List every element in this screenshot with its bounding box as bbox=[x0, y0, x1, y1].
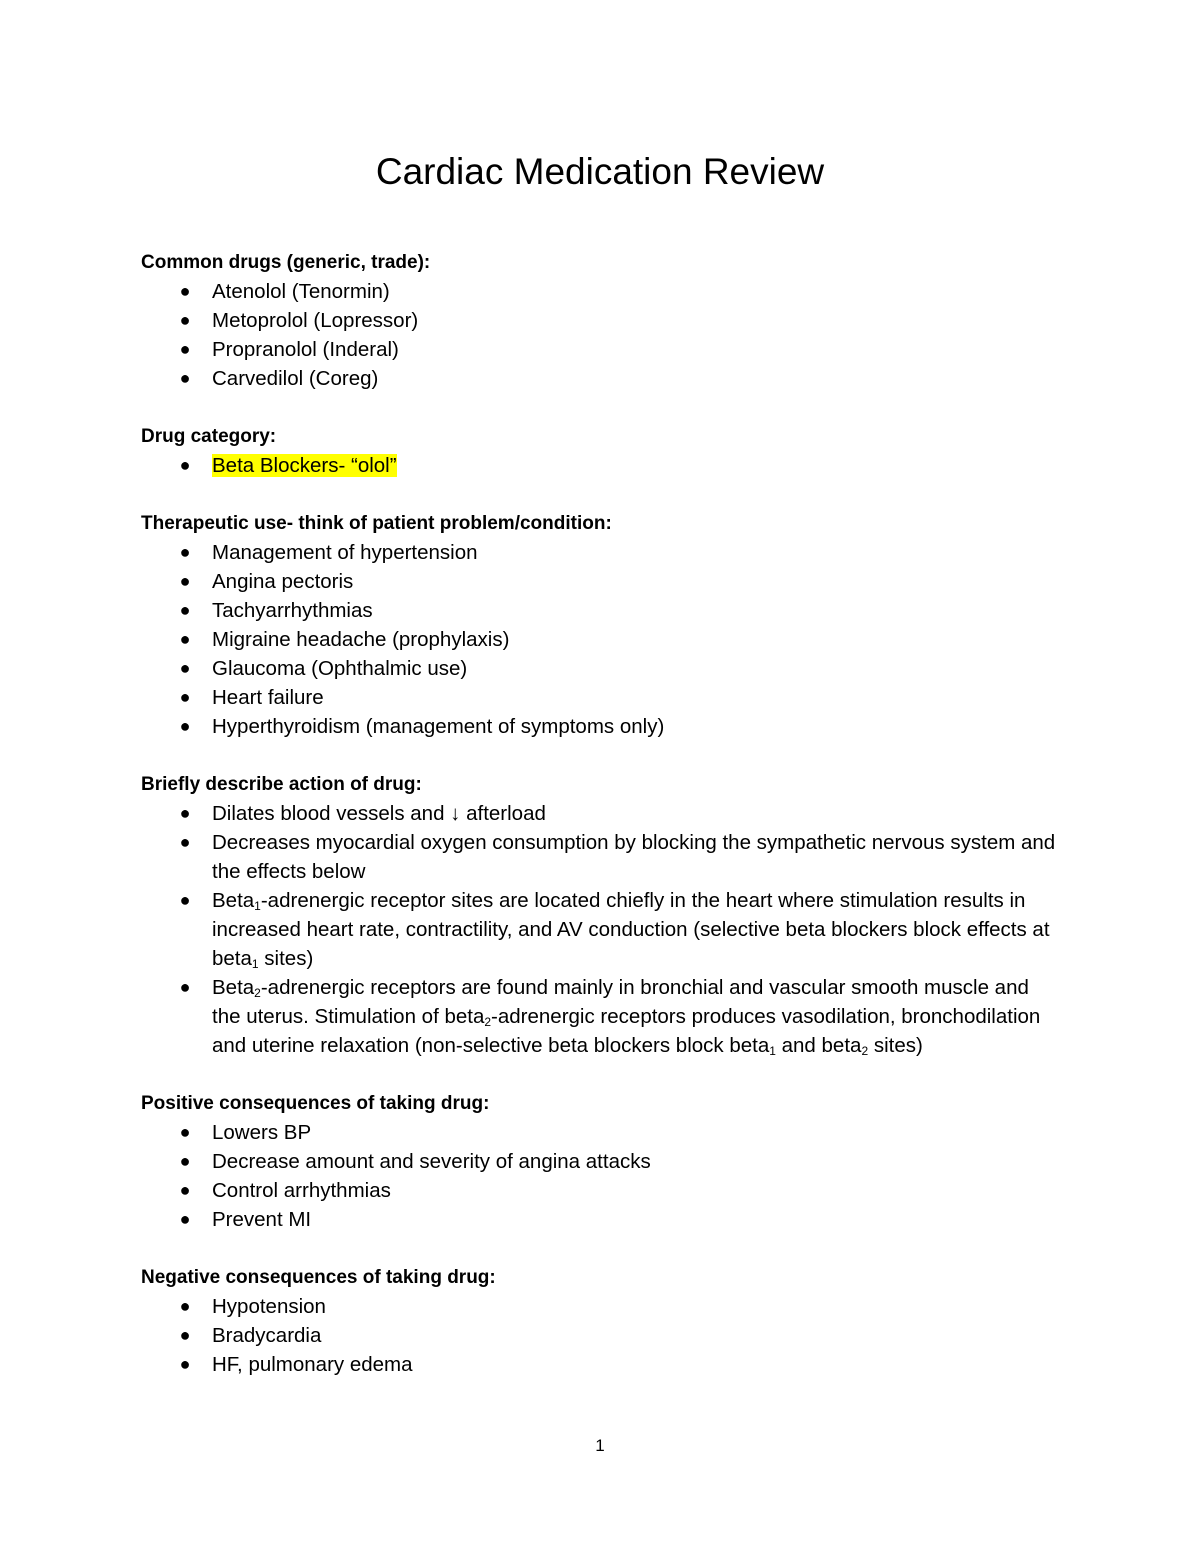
text-run: -adrenergic receptor sites are located chiefly in the heart where stimulation results in increased heart rate, contractility, and AV conduction (selective beta blockers block effects at beta bbox=[212, 889, 1050, 970]
section-positive-consequences bbox=[141, 1089, 1061, 1234]
bullet-icon: ● bbox=[179, 1122, 191, 1142]
bullet-icon: ● bbox=[179, 1296, 191, 1316]
list-item bbox=[141, 625, 1061, 654]
text-run: -adrenergic receptors are found mainly in bronchial and vascular smooth muscle and the uterus. Stimulation of beta bbox=[212, 976, 1029, 1028]
text-run: sites) bbox=[258, 947, 314, 970]
list-item bbox=[141, 538, 1061, 567]
bullet-icon: ● bbox=[179, 1151, 191, 1171]
subscript: 1 bbox=[254, 899, 261, 913]
section-drug-category bbox=[141, 422, 1061, 480]
text-run: -adrenergic receptors produces vasodilation, bronchodilation and uterine relaxation (non-selective beta blockers block beta bbox=[212, 1005, 1041, 1057]
section-heading: Briefly describe action of drug: bbox=[141, 774, 422, 795]
list-item-text bbox=[212, 889, 1050, 970]
text-run: Beta bbox=[212, 976, 255, 999]
list-item-text: Angina pectoris bbox=[212, 570, 354, 593]
bullet-icon: ● bbox=[179, 281, 191, 301]
list-item-text: Decreases myocardial oxygen consumption by blocking the sympathetic nervous system and the effects below bbox=[212, 831, 1056, 883]
list-item-text: Glaucoma (Ophthalmic use) bbox=[212, 657, 468, 680]
subscript: 1 bbox=[251, 957, 259, 971]
bullet-icon: ● bbox=[179, 1209, 191, 1229]
list-item bbox=[141, 886, 1061, 973]
list-item-text: Dilates blood vessels and ↓ afterload bbox=[212, 802, 546, 825]
bullet-icon: ● bbox=[179, 658, 191, 678]
list-item-text: Tachyarrhythmias bbox=[212, 599, 373, 622]
section-heading: Drug category: bbox=[141, 426, 277, 447]
list-item-text bbox=[212, 976, 1040, 1057]
bullet-icon: ● bbox=[179, 1354, 191, 1374]
list-item bbox=[141, 567, 1061, 596]
list-item bbox=[141, 1118, 1061, 1147]
list-item bbox=[141, 596, 1061, 625]
bullet-icon: ● bbox=[179, 600, 191, 620]
text-run: Beta bbox=[212, 889, 255, 912]
list-item-text: Carvedilol (Coreg) bbox=[212, 367, 379, 390]
bullet-icon: ● bbox=[179, 890, 191, 910]
page-title: Cardiac Medication Review bbox=[375, 151, 825, 192]
page-number: 1 bbox=[595, 1436, 605, 1455]
list-item-text: Prevent MI bbox=[212, 1208, 312, 1231]
bullet-list bbox=[141, 451, 1061, 480]
list-item-text: HF, pulmonary edema bbox=[212, 1353, 413, 1376]
text-run: and beta bbox=[775, 1034, 862, 1057]
section-heading: Therapeutic use- think of patient problem/condition: bbox=[141, 513, 612, 534]
list-item bbox=[141, 1147, 1061, 1176]
section-common-drugs bbox=[141, 248, 1061, 393]
bullet-icon: ● bbox=[179, 1325, 191, 1345]
document-body bbox=[141, 248, 1061, 1408]
list-item bbox=[141, 683, 1061, 712]
subscript: 2 bbox=[254, 986, 261, 1000]
list-item bbox=[141, 1350, 1061, 1379]
list-item-text: Migraine headache (prophylaxis) bbox=[212, 628, 510, 651]
bullet-list bbox=[141, 799, 1061, 1060]
bullet-icon: ● bbox=[179, 368, 191, 388]
section-negative-consequences bbox=[141, 1263, 1061, 1379]
bullet-icon: ● bbox=[179, 716, 191, 736]
list-item bbox=[141, 1292, 1061, 1321]
bullet-icon: ● bbox=[179, 687, 191, 707]
list-item-text: Lowers BP bbox=[212, 1121, 312, 1144]
bullet-icon: ● bbox=[179, 542, 191, 562]
list-item bbox=[141, 1176, 1061, 1205]
section-heading: Positive consequences of taking drug: bbox=[141, 1093, 490, 1114]
list-item-text: Propranolol (Inderal) bbox=[212, 338, 399, 361]
list-item-text: Control arrhythmias bbox=[212, 1179, 391, 1202]
bullet-list bbox=[141, 277, 1061, 393]
list-item-text: Metoprolol (Lopressor) bbox=[212, 309, 419, 332]
section-heading: Negative consequences of taking drug: bbox=[141, 1267, 496, 1288]
bullet-icon: ● bbox=[179, 629, 191, 649]
list-item bbox=[141, 335, 1061, 364]
section-action bbox=[141, 770, 1061, 1060]
text-run: sites) bbox=[868, 1034, 923, 1057]
subscript: 1 bbox=[769, 1044, 776, 1058]
section-therapeutic-use bbox=[141, 509, 1061, 741]
list-item-text: Management of hypertension bbox=[212, 541, 478, 564]
list-item-text: Heart failure bbox=[212, 686, 324, 709]
bullet-list bbox=[141, 1118, 1061, 1234]
list-item-text: Decrease amount and severity of angina attacks bbox=[212, 1150, 651, 1173]
bullet-icon: ● bbox=[179, 1180, 191, 1200]
list-item bbox=[141, 1321, 1061, 1350]
list-item bbox=[141, 277, 1061, 306]
bullet-icon: ● bbox=[179, 310, 191, 330]
section-heading: Common drugs (generic, trade): bbox=[141, 252, 431, 273]
list-item bbox=[141, 364, 1061, 393]
list-item bbox=[141, 799, 1061, 828]
list-item bbox=[141, 1205, 1061, 1234]
highlighted-text: Beta Blockers- “olol” bbox=[212, 454, 397, 477]
subscript: 2 bbox=[484, 1015, 492, 1029]
bullet-icon: ● bbox=[179, 803, 191, 823]
list-item-text: Atenolol (Tenormin) bbox=[212, 280, 390, 303]
bullet-icon: ● bbox=[179, 832, 191, 852]
subscript: 2 bbox=[861, 1044, 869, 1058]
bullet-icon: ● bbox=[179, 571, 191, 591]
list-item bbox=[141, 973, 1061, 1060]
list-item bbox=[141, 451, 1061, 480]
bullet-icon: ● bbox=[179, 339, 191, 359]
bullet-list bbox=[141, 538, 1061, 741]
bullet-icon: ● bbox=[179, 977, 191, 997]
list-item bbox=[141, 828, 1061, 886]
bullet-icon: ● bbox=[179, 455, 191, 475]
list-item bbox=[141, 306, 1061, 335]
list-item-text: Hyperthyroidism (management of symptoms only) bbox=[212, 715, 665, 738]
list-item bbox=[141, 712, 1061, 741]
list-item-text: Hypotension bbox=[212, 1295, 326, 1318]
bullet-list bbox=[141, 1292, 1061, 1379]
list-item-text: Bradycardia bbox=[212, 1324, 322, 1347]
list-item bbox=[141, 654, 1061, 683]
